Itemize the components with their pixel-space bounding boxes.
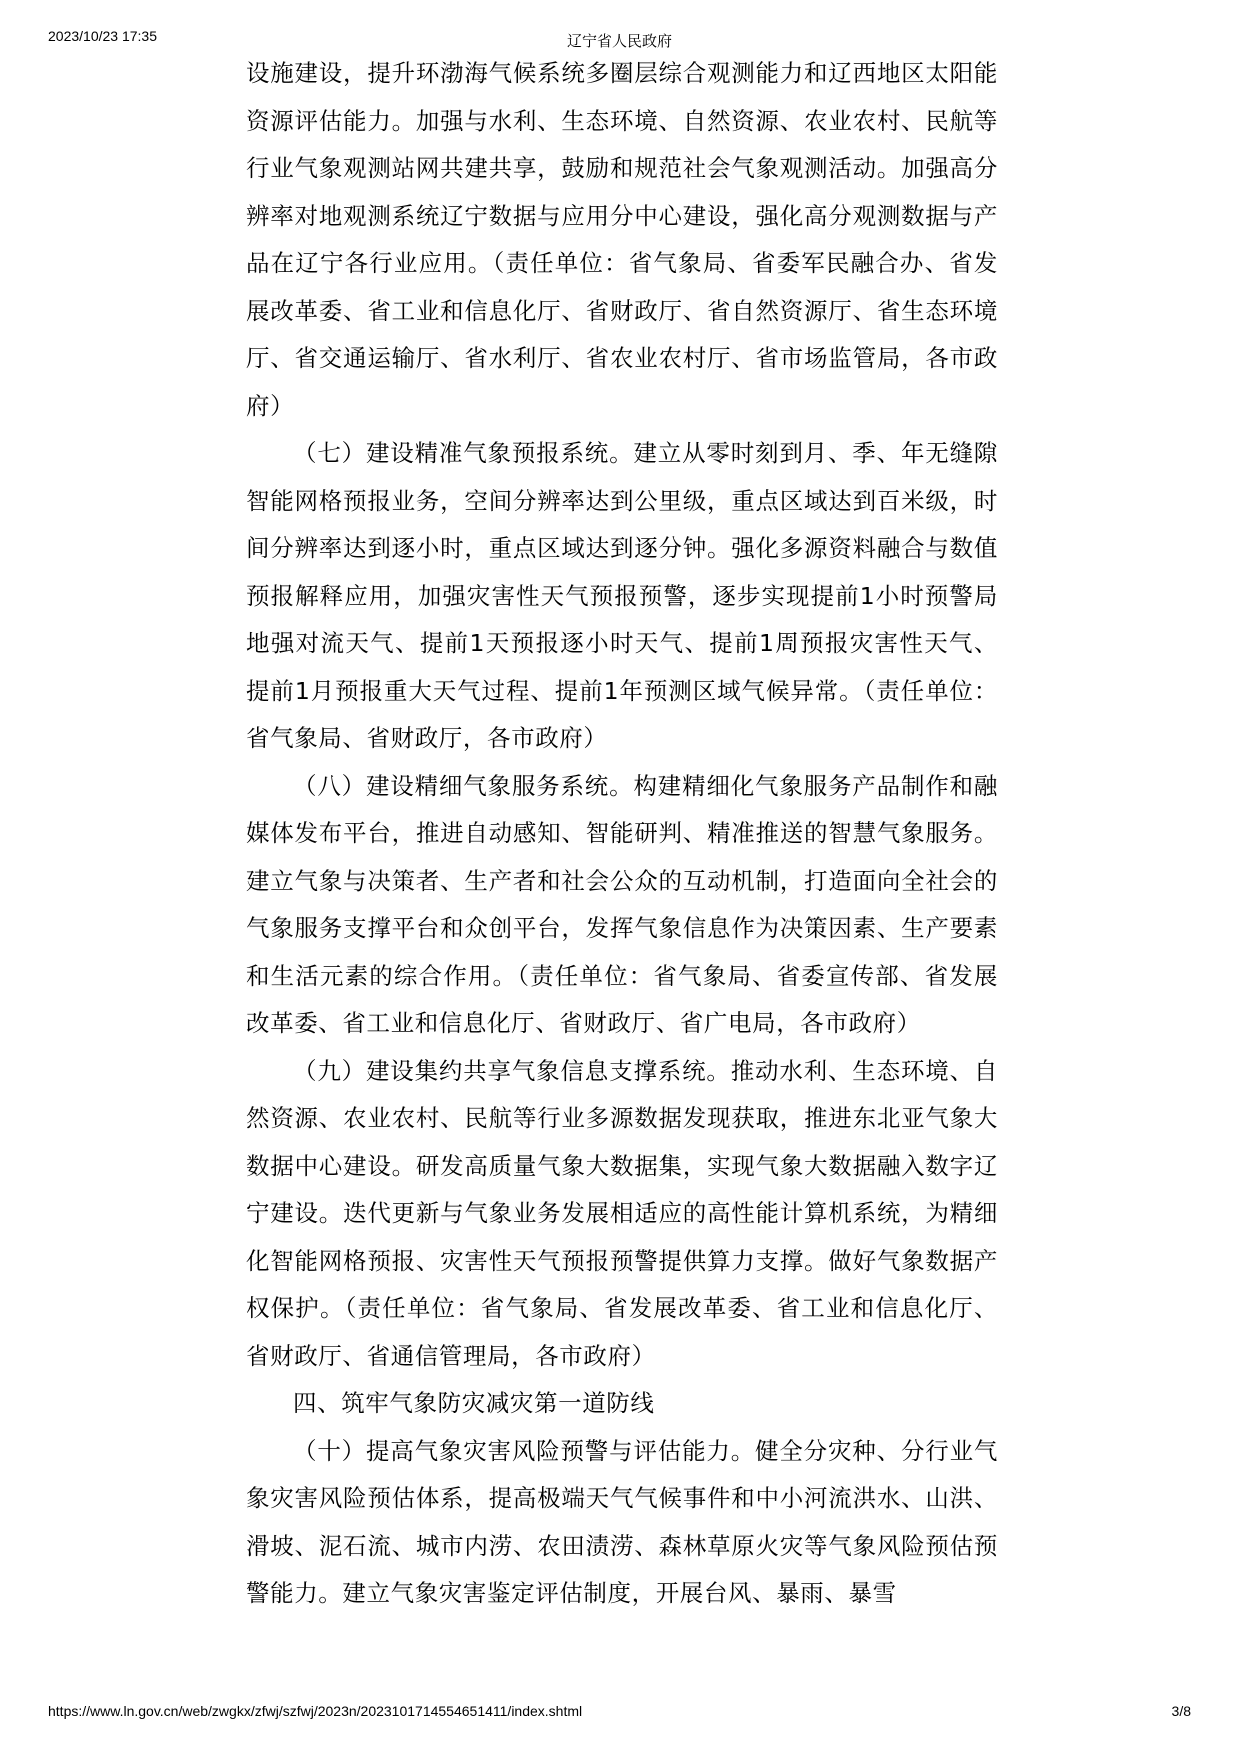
- print-header: [0, 28, 1239, 52]
- page-url: https://www.ln.gov.cn/web/zwgkx/zfwj/szfwj/2023n/2023101714554651411/index.shtml: [48, 1703, 583, 1719]
- paragraph-item-10: （十）提高气象灾害风险预警与评估能力。健全分灾种、分行业气象灾害风险预估体系，提高极端天气气候事件和中小河流洪水、山洪、滑坡、泥石流、城市内涝、农田渍涝、森林草原火灾等气象风险预估预警能力。建立气象灾害鉴定评估制度，开展台风、暴雨、暴雪: [246, 1436, 998, 1607]
- document-body: [246, 50, 998, 1618]
- paragraph-continued: 设施建设，提升环渤海气候系统多圈层综合观测能力和辽西地区太阳能资源评估能力。加强与水利、生态环境、自然资源、农业农村、民航等行业气象观测站网共建共享，鼓励和规范社会气象观测活动。加强高分辨率对地观测系统辽宁数据与应用分中心建设，强化高分观测数据与产品在辽宁各行业应用。（责任单位：省气象局、省委军民融合办、省发展改革委、省工业和信息化厅、省财政厅、省自然资源厅、省生态环境厅、省交通运输厅、省水利厅、省农业农村厅、省市场监管局，各市政府）: [246, 59, 998, 420]
- print-footer: [0, 1703, 1239, 1727]
- section-heading-4: 四、筑牢气象防灾减灾第一道防线: [293, 1389, 655, 1417]
- paragraph-item-8: （八）建设精细气象服务系统。构建精细化气象服务产品制作和融媒体发布平台，推进自动感知、智能研判、精准推送的智慧气象服务。建立气象与决策者、生产者和社会公众的互动机制，打造面向全社会的气象服务支撑平台和众创平台，发挥气象信息作为决策因素、生产要素和生活元素的综合作用。（责任单位：省气象局、省委宣传部、省发展改革委、省工业和信息化厅、省财政厅、省广电局，各市政府）: [246, 771, 998, 1037]
- paragraph-item-9: （九）建设集约共享气象信息支撑系统。推动水利、生态环境、自然资源、农业农村、民航等行业多源数据发现获取，推进东北亚气象大数据中心建设。研发高质量气象大数据集，实现气象大数据融入数字辽宁建设。迭代更新与气象业务发展相适应的高性能计算机系统，为精细化智能网格预报、灾害性天气预报预警提供算力支撑。做好气象数据产权保护。（责任单位：省气象局、省发展改革委、省工业和信息化厅、省财政厅、省通信管理局，各市政府）: [246, 1056, 998, 1370]
- page-number: 3/8: [1171, 1703, 1191, 1719]
- site-title: 辽宁省人民政府: [566, 32, 672, 50]
- print-timestamp: 2023/10/23 17:35: [48, 28, 157, 44]
- paragraph-item-7: （七）建设精准气象预报系统。建立从零时刻到月、季、年无缝隙智能网格预报业务，空间分辨率达到公里级，重点区域达到百米级，时间分辨率达到逐小时，重点区域达到逐分钟。强化多源资料融合与数值预报解释应用，加强灾害性天气预报预警，逐步实现提前1小时预警局地强对流天气、提前1天预报逐小时天气、提前1周预报灾害性天气、提前1月预报重大天气过程、提前1年预测区域气候异常。（责任单位：省气象局、省财政厅，各市政府）: [246, 439, 998, 752]
